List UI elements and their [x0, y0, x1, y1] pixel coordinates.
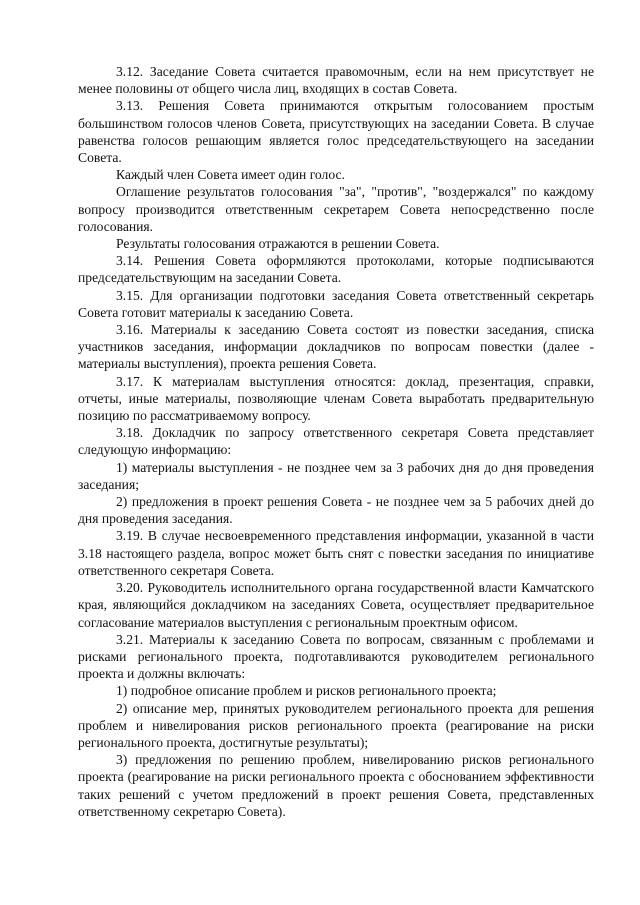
list-item-3-18-2: 2) предложения в проект решения Совета - не позднее чем за 5 рабочих дней до дня проведения заседания.	[78, 494, 594, 527]
document-page	[78, 63, 594, 820]
list-item-3-21-3: 3) предложения по решению проблем, нивелированию рисков регионального проекта (реагирование на риски регионального проекта с обоснованием эффективности таких решений с учетом предложений в проект решения Совета, представленных ответственному секретарю Совета).	[78, 752, 594, 819]
list-item-3-18-1: 1) материалы выступления - не позднее чем за 3 рабочих дня до дня проведения заседания;	[78, 459, 594, 492]
paragraph-3-17: 3.17. К материалам выступления относятся: доклад, презентация, справки, отчеты, иные материалы, позволяющие членам Совета выработать предварительную позицию по рассматриваемому вопросу.	[78, 373, 594, 424]
paragraph-one-vote: Каждый член Совета имеет один голос.	[116, 167, 345, 183]
paragraph-3-19: 3.19. В случае несвоевременного представления информации, указанной в части 3.18 настоящего раздела, вопрос может быть снят с повестки заседания по инициативе ответственного секретаря Совета.	[78, 528, 594, 578]
paragraph-3-18: 3.18. Докладчик по запросу ответственного секретаря Совета представляет следующую информацию:	[78, 425, 594, 458]
paragraph-3-21: 3.21. Материалы к заседанию Совета по вопросам, связанным с проблемами и рисками регионального проекта, подготавливаются руководителем регионального проекта и должны включать:	[78, 631, 594, 682]
paragraph-3-20: 3.20. Руководитель исполнительного органа государственной власти Камчатского края, являющийся докладчиком на заседаниях Совета, осуществляет предварительное согласование материалов выступления с региональным проектным офисом.	[78, 580, 594, 630]
paragraph-3-14: 3.14. Решения Совета оформляются протоколами, которые подписываются председательствующим на заседании Совета.	[78, 253, 594, 286]
paragraph-3-13: 3.13. Решения Совета принимаются открытым голосованием простым большинством голосов членов Совета, присутствующих на заседании Совета. В случае равенства голосов решающим является голос председательствующего на заседании Совета.	[78, 98, 594, 166]
paragraph-3-15: 3.15. Для организации подготовки заседания Совета ответственный секретарь Совета готовит материалы к заседанию Совета.	[78, 287, 594, 320]
paragraph-3-16: 3.16. Материалы к заседанию Совета состоят из повестки заседания, списка участников заседания, информации докладчиков по вопросам повестки (далее - материалы выступления), проекта решения Совета.	[78, 322, 594, 372]
paragraph-vote-results: Результаты голосования отражаются в решении Совета.	[116, 236, 440, 252]
paragraph-vote-announcement: Оглашение результатов голосования "за", "против", "воздержался" по каждому вопросу производится ответственным секретарем Совета непосредственно после голосования.	[78, 184, 594, 234]
list-item-3-21-1: 1) подробное описание проблем и рисков регионального проекта;	[116, 683, 497, 699]
paragraph-3-12: 3.12. Заседание Совета считается правомочным, если на нем присутствует не менее половины от общего числа лиц, входящих в состав Совета.	[78, 64, 594, 97]
list-item-3-21-2: 2) описание мер, принятых руководителем регионального проекта для решения проблем и нивелирования рисков регионального проекта (реагирование на риски регионального проекта, достигнутые результаты);	[78, 700, 594, 750]
